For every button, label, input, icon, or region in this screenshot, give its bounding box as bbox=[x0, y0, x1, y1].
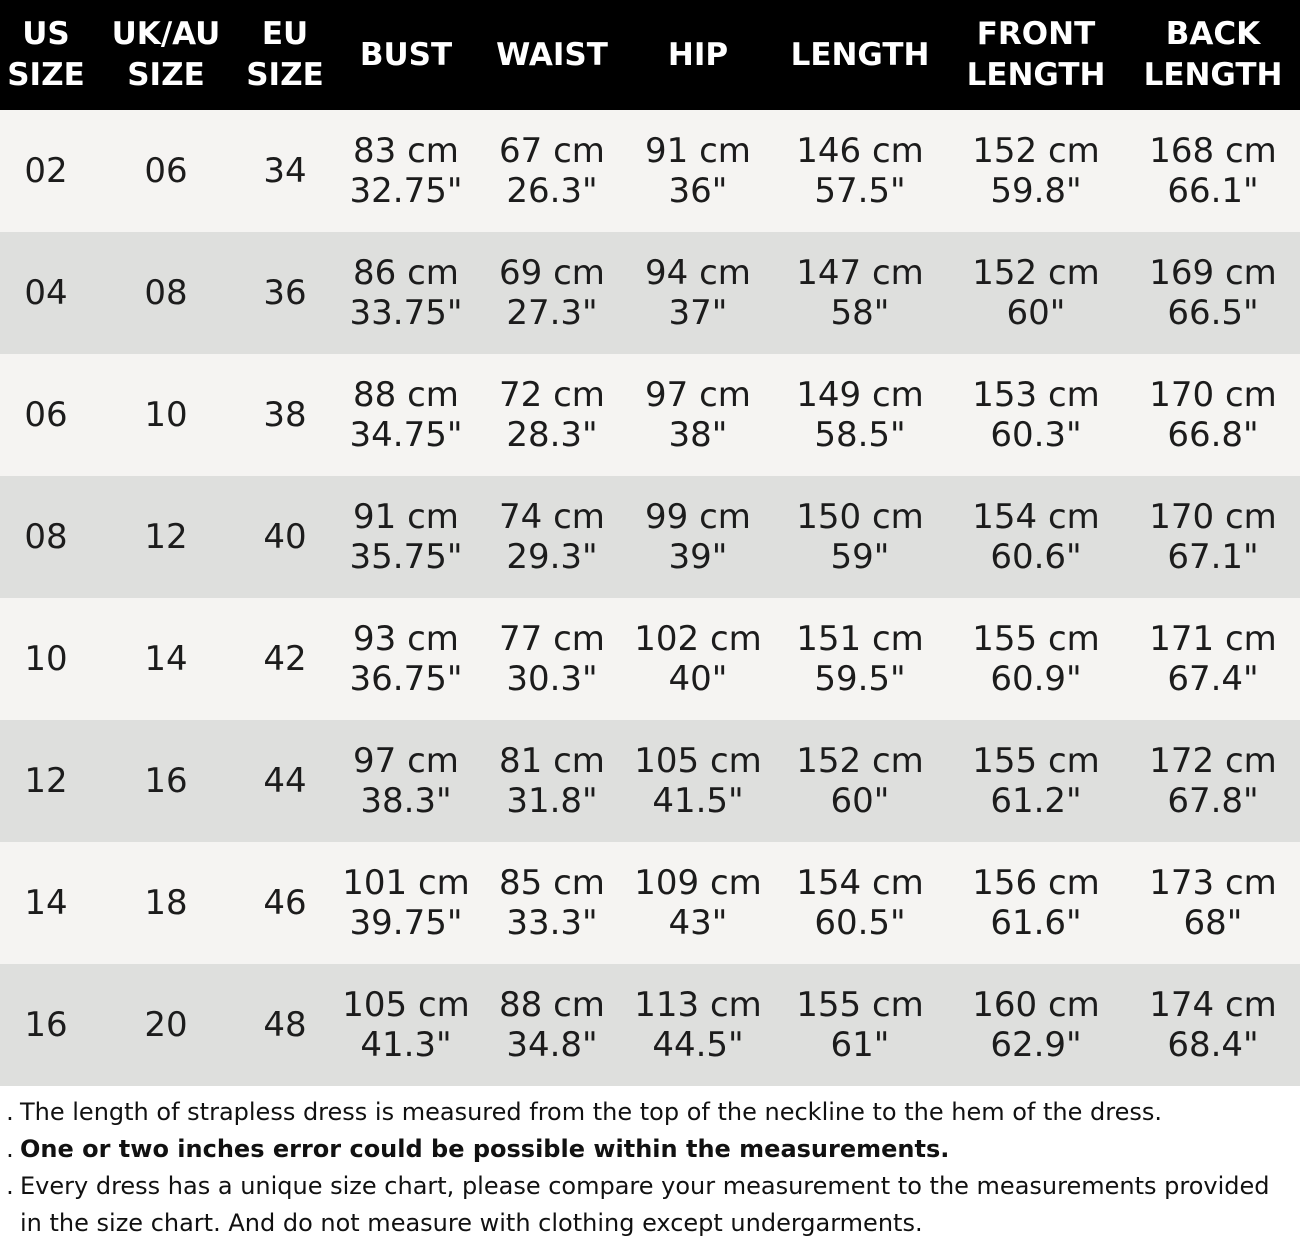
bust-cell bbox=[330, 354, 482, 476]
note-text: The length of strapless dress is measured from the top of the neckline to the hem of the dress. bbox=[20, 1098, 1162, 1126]
length-inch: 59" bbox=[830, 537, 890, 577]
front-length-cell bbox=[946, 354, 1126, 476]
waist-inch: 30.3" bbox=[506, 659, 598, 699]
front-length-cm: 156 cm bbox=[972, 863, 1100, 903]
length-cell bbox=[774, 720, 946, 842]
hip-inch: 36" bbox=[668, 171, 728, 211]
uk-au-size-cell: 18 bbox=[144, 883, 188, 923]
uk-au-size-cell: 16 bbox=[144, 761, 188, 801]
front-length-cm: 152 cm bbox=[972, 131, 1100, 171]
back-length-inch: 67.4" bbox=[1167, 659, 1259, 699]
waist-inch: 33.3" bbox=[506, 903, 598, 943]
length-inch: 58" bbox=[830, 293, 890, 333]
table-row bbox=[0, 598, 1300, 720]
eu-size-cell: 38 bbox=[263, 395, 307, 435]
waist-inch: 27.3" bbox=[506, 293, 598, 333]
hip-inch: 44.5" bbox=[652, 1025, 744, 1065]
note-item bbox=[0, 1131, 1290, 1168]
uk-au-size-cell: 10 bbox=[144, 395, 188, 435]
bust-cm: 86 cm bbox=[353, 253, 459, 293]
hip-cell bbox=[622, 232, 774, 354]
hip-cell bbox=[622, 720, 774, 842]
back-length-inch: 67.1" bbox=[1167, 537, 1259, 577]
hip-cm: 102 cm bbox=[634, 619, 762, 659]
hip-cm: 97 cm bbox=[645, 375, 751, 415]
hip-inch: 41.5" bbox=[652, 781, 744, 821]
us-size-cell: 14 bbox=[24, 883, 68, 923]
bust-inch: 41.3" bbox=[360, 1025, 452, 1065]
note-text: Every dress has a unique size chart, please compare your measurement to the measurements provided in the size chart. And do not measure with clothing except undergarments. bbox=[20, 1172, 1270, 1237]
hip-cm: 99 cm bbox=[645, 497, 751, 537]
front-length-cm: 153 cm bbox=[972, 375, 1100, 415]
length-inch: 59.5" bbox=[814, 659, 906, 699]
uk-au-size-cell: 08 bbox=[144, 273, 188, 313]
hip-inch: 43" bbox=[668, 903, 728, 943]
length-cm: 155 cm bbox=[796, 985, 924, 1025]
length-cm: 151 cm bbox=[796, 619, 924, 659]
front-length-inch: 60.3" bbox=[990, 415, 1082, 455]
hip-cell bbox=[622, 476, 774, 598]
front-length-cell bbox=[946, 476, 1126, 598]
hip-cell bbox=[622, 354, 774, 476]
us-size-cell: 16 bbox=[24, 1005, 68, 1045]
hip-cell bbox=[622, 842, 774, 964]
table-row bbox=[0, 842, 1300, 964]
measurement-notes bbox=[0, 1094, 1290, 1242]
table-header-row bbox=[0, 0, 1300, 110]
uk-au-size-cell: 14 bbox=[144, 639, 188, 679]
length-cell bbox=[774, 964, 946, 1086]
uk-au-size-cell: 20 bbox=[144, 1005, 188, 1045]
eu-size-cell: 34 bbox=[263, 151, 307, 191]
waist-cm: 85 cm bbox=[499, 863, 605, 903]
front-length-cm: 160 cm bbox=[972, 985, 1100, 1025]
bust-inch: 39.75" bbox=[349, 903, 463, 943]
waist-cell bbox=[482, 964, 622, 1086]
waist-cell bbox=[482, 476, 622, 598]
back-length-cell bbox=[1126, 476, 1300, 598]
back-length-cm: 171 cm bbox=[1149, 619, 1277, 659]
bust-cell bbox=[330, 842, 482, 964]
waist-cell bbox=[482, 354, 622, 476]
length-cell bbox=[774, 842, 946, 964]
back-length-cm: 169 cm bbox=[1149, 253, 1277, 293]
note-bullet: . bbox=[6, 1172, 14, 1200]
waist-cm: 72 cm bbox=[499, 375, 605, 415]
hip-cm: 109 cm bbox=[634, 863, 762, 903]
hip-cm: 105 cm bbox=[634, 741, 762, 781]
front-length-cm: 152 cm bbox=[972, 253, 1100, 293]
bust-inch: 33.75" bbox=[349, 293, 463, 333]
back-length-inch: 66.8" bbox=[1167, 415, 1259, 455]
hip-inch: 40" bbox=[668, 659, 728, 699]
header-waist: WAIST bbox=[496, 36, 608, 73]
bust-cm: 101 cm bbox=[342, 863, 470, 903]
table-row bbox=[0, 232, 1300, 354]
front-length-cell bbox=[946, 232, 1126, 354]
waist-cell bbox=[482, 110, 622, 232]
eu-size-cell: 40 bbox=[263, 517, 307, 557]
length-inch: 57.5" bbox=[814, 171, 906, 211]
back-length-inch: 68" bbox=[1183, 903, 1243, 943]
uk-au-size-cell: 06 bbox=[144, 151, 188, 191]
back-length-cm: 172 cm bbox=[1149, 741, 1277, 781]
back-length-cell bbox=[1126, 354, 1300, 476]
header-back-length: BACK LENGTH bbox=[1143, 16, 1283, 93]
bust-cell bbox=[330, 232, 482, 354]
bust-inch: 36.75" bbox=[349, 659, 463, 699]
bust-cm: 83 cm bbox=[353, 131, 459, 171]
length-cell bbox=[774, 110, 946, 232]
length-cell bbox=[774, 232, 946, 354]
back-length-cell bbox=[1126, 720, 1300, 842]
waist-cell bbox=[482, 598, 622, 720]
back-length-cm: 168 cm bbox=[1149, 131, 1277, 171]
back-length-cm: 173 cm bbox=[1149, 863, 1277, 903]
waist-inch: 26.3" bbox=[506, 171, 598, 211]
us-size-cell: 12 bbox=[24, 761, 68, 801]
waist-inch: 34.8" bbox=[506, 1025, 598, 1065]
back-length-inch: 66.1" bbox=[1167, 171, 1259, 211]
front-length-cm: 155 cm bbox=[972, 741, 1100, 781]
eu-size-cell: 48 bbox=[263, 1005, 307, 1045]
front-length-inch: 60" bbox=[1006, 293, 1066, 333]
hip-inch: 38" bbox=[668, 415, 728, 455]
length-inch: 58.5" bbox=[814, 415, 906, 455]
front-length-cell bbox=[946, 842, 1126, 964]
us-size-cell: 02 bbox=[24, 151, 68, 191]
header-length: LENGTH bbox=[790, 36, 930, 73]
waist-cell bbox=[482, 232, 622, 354]
eu-size-cell: 36 bbox=[263, 273, 307, 313]
front-length-cm: 154 cm bbox=[972, 497, 1100, 537]
length-inch: 60.5" bbox=[814, 903, 906, 943]
front-length-inch: 62.9" bbox=[990, 1025, 1082, 1065]
eu-size-cell: 42 bbox=[263, 639, 307, 679]
back-length-inch: 66.5" bbox=[1167, 293, 1259, 333]
waist-cm: 81 cm bbox=[499, 741, 605, 781]
bust-cm: 88 cm bbox=[353, 375, 459, 415]
table-row bbox=[0, 964, 1300, 1086]
front-length-inch: 60.6" bbox=[990, 537, 1082, 577]
hip-inch: 37" bbox=[668, 293, 728, 333]
header-uk-au-size: UK/AU SIZE bbox=[111, 16, 221, 93]
front-length-cell bbox=[946, 110, 1126, 232]
bust-cm: 105 cm bbox=[342, 985, 470, 1025]
back-length-cell bbox=[1126, 842, 1300, 964]
header-us-size: US SIZE bbox=[7, 16, 85, 93]
table-row bbox=[0, 476, 1300, 598]
back-length-cm: 174 cm bbox=[1149, 985, 1277, 1025]
length-cm: 146 cm bbox=[796, 131, 924, 171]
length-cell bbox=[774, 598, 946, 720]
bust-cell bbox=[330, 110, 482, 232]
waist-cm: 69 cm bbox=[499, 253, 605, 293]
note-bullet: . bbox=[6, 1135, 14, 1163]
bust-cm: 91 cm bbox=[353, 497, 459, 537]
bust-cell bbox=[330, 476, 482, 598]
front-length-cell bbox=[946, 598, 1126, 720]
waist-cm: 77 cm bbox=[499, 619, 605, 659]
header-hip: HIP bbox=[667, 36, 729, 73]
note-item bbox=[0, 1094, 1290, 1131]
bust-inch: 34.75" bbox=[349, 415, 463, 455]
bust-inch: 35.75" bbox=[349, 537, 463, 577]
hip-cell bbox=[622, 964, 774, 1086]
note-item bbox=[0, 1168, 1290, 1242]
back-length-cell bbox=[1126, 232, 1300, 354]
hip-cell bbox=[622, 110, 774, 232]
waist-inch: 29.3" bbox=[506, 537, 598, 577]
hip-inch: 39" bbox=[668, 537, 728, 577]
waist-cell bbox=[482, 842, 622, 964]
length-cell bbox=[774, 476, 946, 598]
eu-size-cell: 46 bbox=[263, 883, 307, 923]
header-eu-size: EU SIZE bbox=[246, 16, 324, 93]
back-length-cell bbox=[1126, 110, 1300, 232]
length-inch: 60" bbox=[830, 781, 890, 821]
bust-cm: 97 cm bbox=[353, 741, 459, 781]
hip-cell bbox=[622, 598, 774, 720]
back-length-cm: 170 cm bbox=[1149, 497, 1277, 537]
table-row bbox=[0, 354, 1300, 476]
header-bust: BUST bbox=[359, 36, 453, 73]
front-length-cell bbox=[946, 720, 1126, 842]
waist-cm: 88 cm bbox=[499, 985, 605, 1025]
us-size-cell: 04 bbox=[24, 273, 68, 313]
bust-cell bbox=[330, 964, 482, 1086]
front-length-inch: 61.6" bbox=[990, 903, 1082, 943]
bust-inch: 32.75" bbox=[349, 171, 463, 211]
us-size-cell: 06 bbox=[24, 395, 68, 435]
table-row bbox=[0, 110, 1300, 232]
back-length-inch: 68.4" bbox=[1167, 1025, 1259, 1065]
hip-cm: 91 cm bbox=[645, 131, 751, 171]
length-cm: 147 cm bbox=[796, 253, 924, 293]
uk-au-size-cell: 12 bbox=[144, 517, 188, 557]
back-length-cell bbox=[1126, 598, 1300, 720]
front-length-inch: 60.9" bbox=[990, 659, 1082, 699]
back-length-cell bbox=[1126, 964, 1300, 1086]
bust-inch: 38.3" bbox=[360, 781, 452, 821]
hip-cm: 113 cm bbox=[634, 985, 762, 1025]
waist-cm: 67 cm bbox=[499, 131, 605, 171]
us-size-cell: 10 bbox=[24, 639, 68, 679]
waist-cm: 74 cm bbox=[499, 497, 605, 537]
note-text: One or two inches error could be possible within the measurements. bbox=[20, 1135, 950, 1163]
back-length-inch: 67.8" bbox=[1167, 781, 1259, 821]
note-bullet: . bbox=[6, 1098, 14, 1126]
bust-cm: 93 cm bbox=[353, 619, 459, 659]
bust-cell bbox=[330, 720, 482, 842]
length-cm: 149 cm bbox=[796, 375, 924, 415]
length-cm: 152 cm bbox=[796, 741, 924, 781]
table-row bbox=[0, 720, 1300, 842]
eu-size-cell: 44 bbox=[263, 761, 307, 801]
back-length-cm: 170 cm bbox=[1149, 375, 1277, 415]
front-length-cm: 155 cm bbox=[972, 619, 1100, 659]
length-inch: 61" bbox=[830, 1025, 890, 1065]
front-length-cell bbox=[946, 964, 1126, 1086]
header-front-length: FRONT LENGTH bbox=[966, 16, 1106, 93]
front-length-inch: 61.2" bbox=[990, 781, 1082, 821]
bust-cell bbox=[330, 598, 482, 720]
waist-inch: 31.8" bbox=[506, 781, 598, 821]
front-length-inch: 59.8" bbox=[990, 171, 1082, 211]
waist-cell bbox=[482, 720, 622, 842]
waist-inch: 28.3" bbox=[506, 415, 598, 455]
length-cm: 154 cm bbox=[796, 863, 924, 903]
length-cm: 150 cm bbox=[796, 497, 924, 537]
hip-cm: 94 cm bbox=[645, 253, 751, 293]
length-cell bbox=[774, 354, 946, 476]
us-size-cell: 08 bbox=[24, 517, 68, 557]
